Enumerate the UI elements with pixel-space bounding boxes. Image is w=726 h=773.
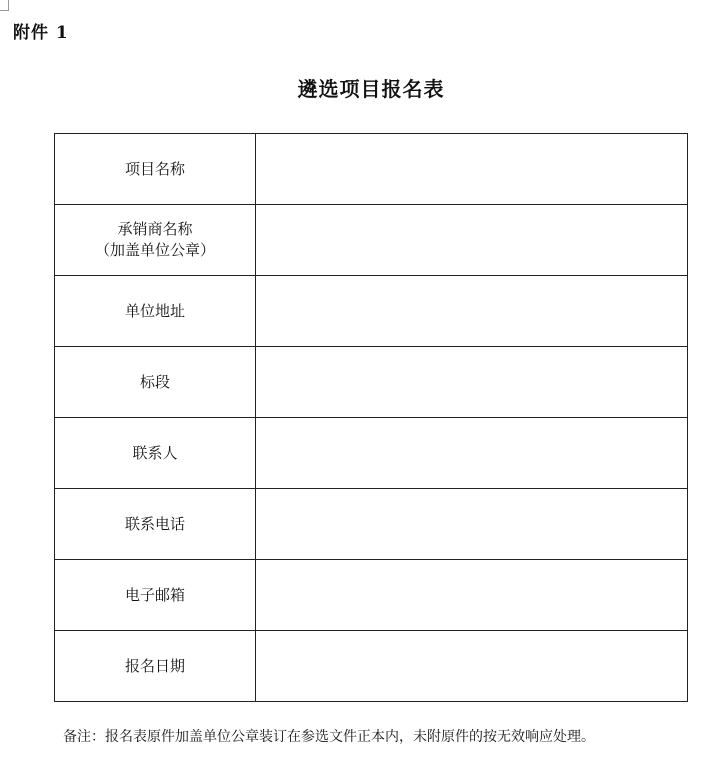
value-cell-underwriter-name[interactable] — [256, 205, 688, 276]
label-cell-lot — [55, 347, 256, 418]
label-cell-contact-person — [55, 418, 256, 489]
row-label: 联系电话 — [124, 514, 185, 533]
table-row-underwriter-name — [55, 205, 688, 276]
row-label: 单位地址 — [124, 301, 185, 320]
label-cell-project-name — [55, 134, 256, 205]
label-cell-phone — [55, 489, 256, 560]
value-cell-registration-date[interactable] — [256, 631, 688, 702]
page-corner-mark — [0, 0, 9, 11]
registration-form-table — [54, 133, 688, 702]
value-cell-lot[interactable] — [256, 347, 688, 418]
row-label: 项目名称 — [124, 159, 185, 178]
table-row-phone — [55, 489, 688, 560]
label-cell-registration-date — [55, 631, 256, 702]
table-row-registration-date — [55, 631, 688, 702]
attachment-label: 附件 1 — [13, 23, 69, 43]
row-label: 标段 — [139, 372, 170, 391]
value-cell-project-name[interactable] — [256, 134, 688, 205]
row-label: 电子邮箱 — [124, 585, 185, 604]
label-cell-underwriter-name — [55, 205, 256, 276]
table-row-email — [55, 560, 688, 631]
value-cell-phone[interactable] — [256, 489, 688, 560]
value-cell-address[interactable] — [256, 276, 688, 347]
page-title: 遴选项目报名表 — [297, 77, 445, 101]
table-row-lot — [55, 347, 688, 418]
remark-note: 备注：报名表原件加盖单位公章装订在参选文件正本内，未附原件的按无效响应处理。 — [63, 729, 595, 745]
table-row-address — [55, 276, 688, 347]
row-label: 承销商名称 — [117, 220, 193, 238]
table-row-project-name — [55, 134, 688, 205]
label-cell-email — [55, 560, 256, 631]
row-label-note: （加盖单位公章） — [94, 241, 215, 259]
value-cell-contact-person[interactable] — [256, 418, 688, 489]
label-cell-address — [55, 276, 256, 347]
row-label: 联系人 — [132, 443, 178, 462]
value-cell-email[interactable] — [256, 560, 688, 631]
row-label: 报名日期 — [124, 656, 185, 675]
table-row-contact-person — [55, 418, 688, 489]
